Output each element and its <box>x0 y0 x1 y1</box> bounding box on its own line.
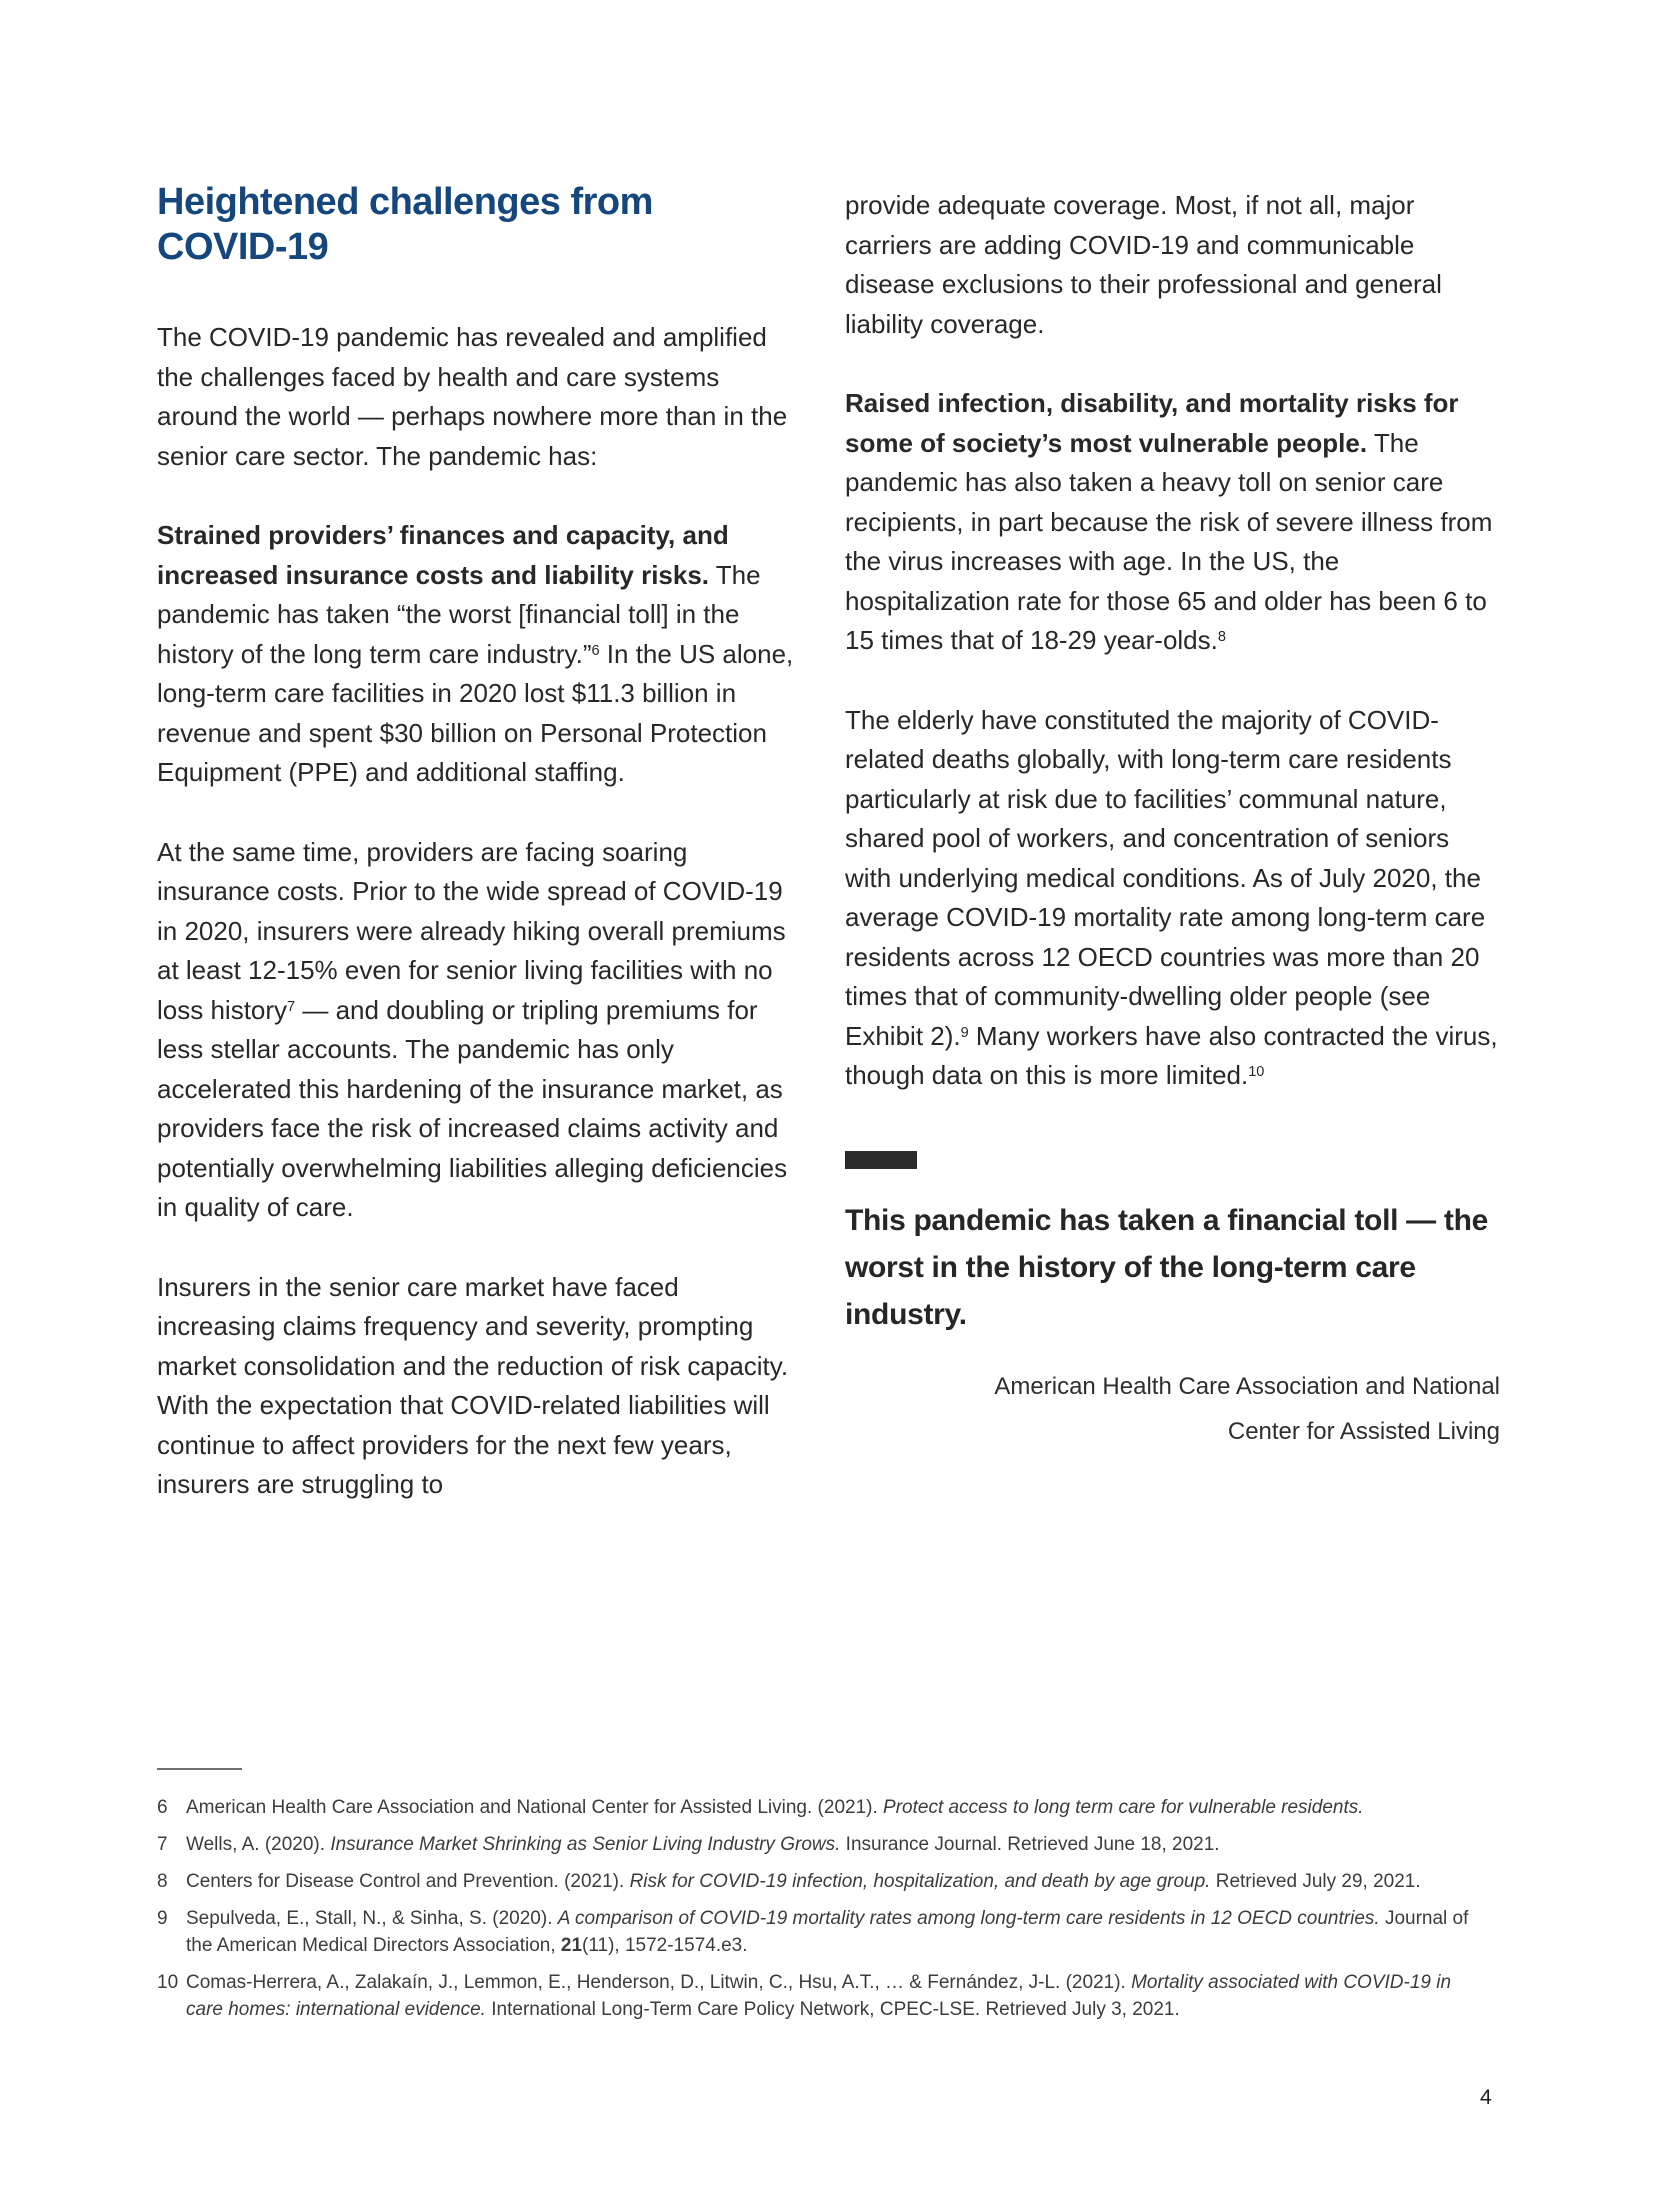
page-number: 4 <box>1480 2086 1492 2109</box>
footnote <box>157 1868 1492 1895</box>
footnote-text: American Health Care Association and National Center for Assisted Living. (2021). Protect access to long term care for vulnerable residents. <box>186 1797 1364 1818</box>
footnote-text: Comas-Herrera, A., Zalakaín, J., Lemmon, E., Henderson, D., Litwin, C., Hsu, A.T., … & Fernández, J-L. (2021). Mortality associated with COVID-19 in care homes: international evidence. International Long-Term Care Policy Network, CPEC-LSE. Retrieved July 3, 2021. <box>186 1972 1452 2020</box>
paragraph-coverage: provide adequate coverage. Most, if not all, major carriers are adding COVID-19 and communicable disease exclusions to their professional and general liability coverage. <box>845 190 1442 339</box>
right-column <box>845 186 1500 1454</box>
footnote-number: 7 <box>157 1834 168 1855</box>
footnotes-section <box>157 1768 1492 2033</box>
footnote-number: 6 <box>157 1797 168 1818</box>
paragraph-insurance-costs: At the same time, providers are facing soaring insurance costs. Prior to the wide spread of COVID-19 in 2020, insurers were already hiking overall premiums at least 12-15% even for senior living facilities with no loss history$^7$ — and doubling or tripling premiums for less stellar accounts. The pandemic has only accelerated this hardening of the insurance market, as providers face the risk of increased claims activity and potentially overwhelming liabilities alleging deficiencies in quality of care. <box>157 836 788 1222</box>
footnote <box>157 1905 1492 1959</box>
section-heading: Heightened challenges from COVID-19 <box>157 181 653 268</box>
paragraph-raised-risks: Raised infection, disability, and mortality risks for some of society’s most vulnerable people. The pandemic has also taken a heavy toll on senior care recipients, in part because the risk of severe illness from the virus increases with age. In the US, the hospitalization rate for those 65 and older has been 6 to 15 times that of 18-29 year-olds.$^8$ <box>845 388 1493 655</box>
footnote-number: 8 <box>157 1871 168 1892</box>
paragraph-intro: The COVID-19 pandemic has revealed and amplified the challenges faced by health and care systems around the world — perhaps nowhere more than in the senior care sector. The pandemic has: <box>157 322 788 471</box>
paragraph-strained-finances: Strained providers’ finances and capacity, and increased insurance costs and liability risks. The pandemic has taken “the worst [financial toll] in the history of the long term care industry.”$^6$ In the US alone, long-term care facilities in 2020 lost $11.3 billion in revenue and spent $30 billion on Personal Protection Equipment (PPE) and additional staffing. <box>157 520 794 787</box>
paragraph-elderly-mortality: The elderly have constituted the majority of COVID-related deaths globally, with long-term care residents particularly at risk due to facilities’ communal nature, shared pool of workers, and concentration of seniors with underlying medical conditions. As of July 2020, the average COVID-19 mortality rate among long-term care residents across 12 OECD countries was more than 20 times that of community-dwelling older people (see Exhibit 2).$^9$ Many workers have also contracted the virus, though data on this is more limited.$^{10}$ <box>845 704 1498 1090</box>
footnote-number: 9 <box>157 1908 168 1929</box>
footnote <box>157 1969 1492 2023</box>
footnote-text: Centers for Disease Control and Prevention. (2021). Risk for COVID-19 infection, hospitalization, and death by age group. Retrieved July 29, 2021. <box>186 1871 1421 1892</box>
footnote-text: Wells, A. (2020). Insurance Market Shrinking as Senior Living Industry Grows. Insurance Journal. Retrieved June 18, 2021. <box>186 1834 1220 1855</box>
footnote-text: Sepulveda, E., Stall, N., & Sinha, S. (2020). A comparison of COVID-19 mortality rates among long-term care residents in 12 OECD countries. Journal of the American Medical Directors Association, 21(11), 1572-1574.e3. <box>186 1908 1469 1956</box>
pull-quote-text: This pandemic has taken a financial toll — the worst in the history of the long-term care industry. <box>845 1203 1489 1331</box>
pull-quote-accent-bar <box>845 1151 917 1169</box>
footnote <box>157 1831 1492 1858</box>
pull-quote-attribution: American Health Care Association and National Center for Assisted Living <box>994 1372 1500 1445</box>
left-column <box>157 180 797 1505</box>
pull-quote <box>845 1151 1500 1454</box>
paragraph-insurers-claims: Insurers in the senior care market have faced increasing claims frequency and severity, prompting market consolidation and the reduction of risk capacity. With the expectation that COVID-related liabilities will continue to affect providers for the next few years, insurers are struggling to <box>157 1271 789 1499</box>
footnote <box>157 1794 1492 1821</box>
footnote-separator-rule <box>157 1768 242 1770</box>
footnote-number: 10 <box>157 1972 179 1993</box>
